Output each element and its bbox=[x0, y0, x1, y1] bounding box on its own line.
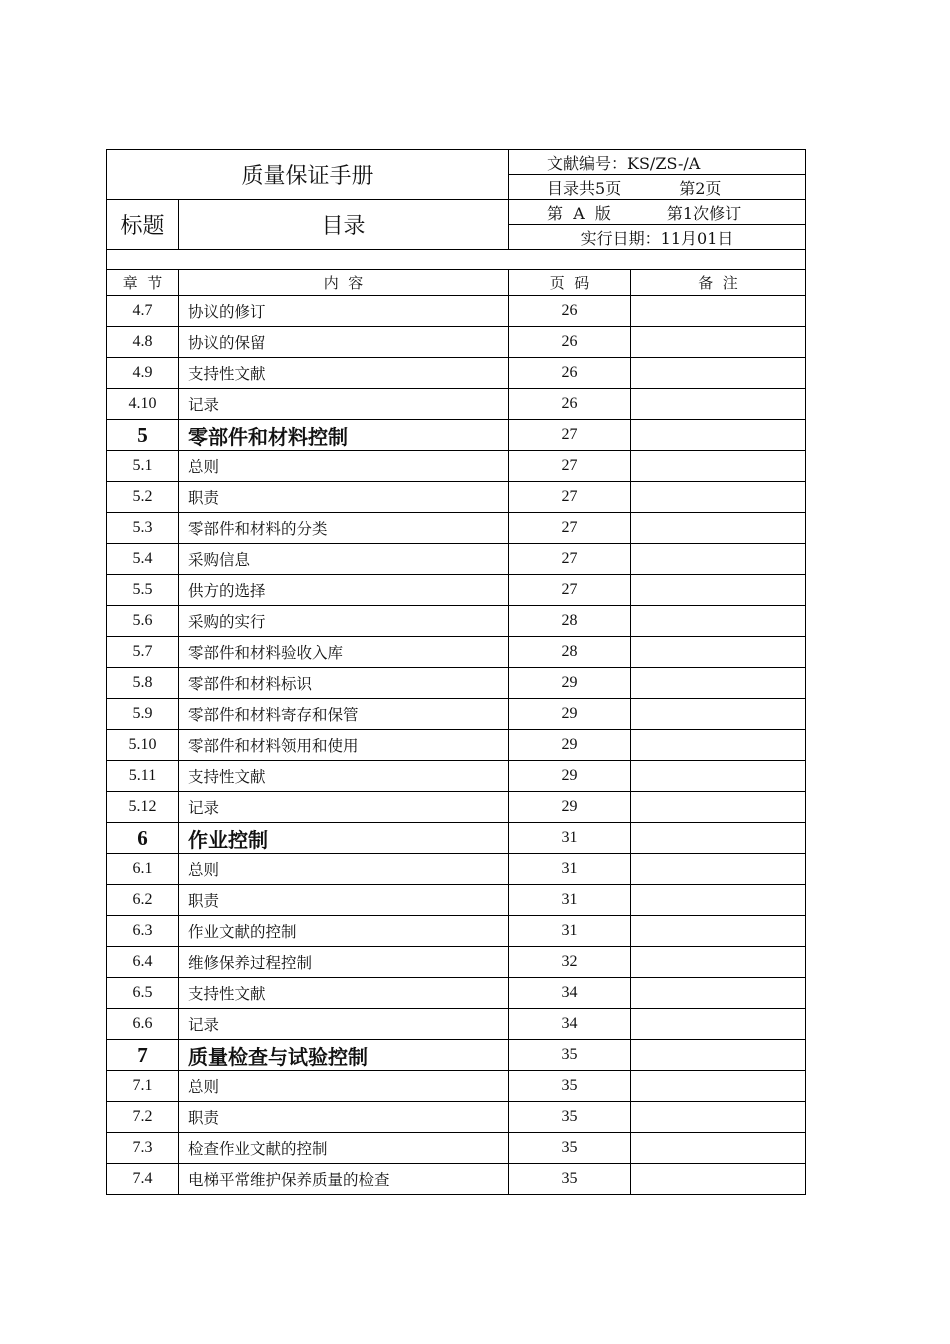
page-number-cell: 27 bbox=[509, 482, 631, 513]
remark-cell bbox=[631, 730, 806, 761]
remark-cell bbox=[631, 947, 806, 978]
remark-cell bbox=[631, 761, 806, 792]
remark-cell bbox=[631, 1164, 806, 1195]
title-label: 标题 bbox=[107, 200, 179, 250]
edition-info bbox=[509, 200, 806, 225]
page-number-cell: 26 bbox=[509, 296, 631, 327]
section-title: 维修保养过程控制 bbox=[179, 947, 509, 978]
page-number-cell: 31 bbox=[509, 823, 631, 854]
section-number: 5.7 bbox=[107, 637, 179, 668]
section-number: 4.8 bbox=[107, 327, 179, 358]
chapter-row bbox=[107, 823, 806, 854]
section-number: 6.5 bbox=[107, 978, 179, 1009]
remark-cell bbox=[631, 637, 806, 668]
table-row bbox=[107, 1009, 806, 1040]
remark-cell bbox=[631, 389, 806, 420]
section-number: 4.7 bbox=[107, 296, 179, 327]
section-number: 7.1 bbox=[107, 1071, 179, 1102]
page-number-cell: 26 bbox=[509, 327, 631, 358]
table-row bbox=[107, 916, 806, 947]
table-row bbox=[107, 296, 806, 327]
section-title: 记录 bbox=[179, 1009, 509, 1040]
page-info bbox=[509, 175, 806, 200]
section-number: 6.4 bbox=[107, 947, 179, 978]
page-number-cell: 35 bbox=[509, 1133, 631, 1164]
effective-date: 实行日期：11月01日 bbox=[509, 225, 806, 250]
section-number: 4.9 bbox=[107, 358, 179, 389]
page-number-cell: 34 bbox=[509, 978, 631, 1009]
table-row bbox=[107, 327, 806, 358]
chapter-row bbox=[107, 1040, 806, 1071]
page-number-cell: 27 bbox=[509, 575, 631, 606]
section-number: 5.5 bbox=[107, 575, 179, 606]
section-title: 支持性文献 bbox=[179, 358, 509, 389]
page-number-cell: 35 bbox=[509, 1071, 631, 1102]
section-title: 采购信息 bbox=[179, 544, 509, 575]
page-number-cell: 29 bbox=[509, 699, 631, 730]
document-page bbox=[106, 149, 805, 1195]
section-title: 零部件和材料领用和使用 bbox=[179, 730, 509, 761]
page-number-cell: 27 bbox=[509, 420, 631, 451]
remark-cell bbox=[631, 482, 806, 513]
page-number-cell: 31 bbox=[509, 916, 631, 947]
section-title: 记录 bbox=[179, 389, 509, 420]
section-title: 协议的保留 bbox=[179, 327, 509, 358]
remark-cell bbox=[631, 1040, 806, 1071]
section-title: 总则 bbox=[179, 1071, 509, 1102]
section-title: 总则 bbox=[179, 451, 509, 482]
col-header-page: 页 码 bbox=[509, 270, 631, 296]
table-row bbox=[107, 513, 806, 544]
section-title: 作业文献的控制 bbox=[179, 916, 509, 947]
section-number: 6.2 bbox=[107, 885, 179, 916]
section-number: 5 bbox=[107, 420, 179, 451]
table-row bbox=[107, 389, 806, 420]
remark-cell bbox=[631, 575, 806, 606]
page-number-cell: 27 bbox=[509, 544, 631, 575]
section-number: 5.12 bbox=[107, 792, 179, 823]
section-number: 5.6 bbox=[107, 606, 179, 637]
section-number: 6 bbox=[107, 823, 179, 854]
section-number: 7.4 bbox=[107, 1164, 179, 1195]
section-number: 5.4 bbox=[107, 544, 179, 575]
table-row bbox=[107, 854, 806, 885]
doc-number: 文献编号：KS/ZS-/A bbox=[509, 150, 806, 175]
section-title: 采购的实行 bbox=[179, 606, 509, 637]
toc-total-pages: 目录共5页 bbox=[547, 178, 622, 198]
table-row bbox=[107, 1133, 806, 1164]
remark-cell bbox=[631, 854, 806, 885]
table-row bbox=[107, 885, 806, 916]
remark-cell bbox=[631, 1133, 806, 1164]
page-number-cell: 29 bbox=[509, 668, 631, 699]
col-header-remark: 备 注 bbox=[631, 270, 806, 296]
remark-cell bbox=[631, 823, 806, 854]
manual-title: 质量保证手册 bbox=[107, 150, 509, 200]
remark-cell bbox=[631, 327, 806, 358]
table-row bbox=[107, 358, 806, 389]
page-number-cell: 26 bbox=[509, 358, 631, 389]
section-title: 检查作业文献的控制 bbox=[179, 1133, 509, 1164]
section-title: 协议的修订 bbox=[179, 296, 509, 327]
section-number: 6.1 bbox=[107, 854, 179, 885]
page-number-cell: 35 bbox=[509, 1164, 631, 1195]
remark-cell bbox=[631, 513, 806, 544]
column-header-row bbox=[107, 270, 806, 296]
page-number-cell: 29 bbox=[509, 792, 631, 823]
remark-cell bbox=[631, 885, 806, 916]
page-number-cell: 31 bbox=[509, 885, 631, 916]
table-row bbox=[107, 575, 806, 606]
table-row bbox=[107, 606, 806, 637]
section-number: 5.8 bbox=[107, 668, 179, 699]
table-row bbox=[107, 761, 806, 792]
remark-cell bbox=[631, 668, 806, 699]
col-header-section: 章 节 bbox=[107, 270, 179, 296]
section-title: 零部件和材料控制 bbox=[179, 420, 509, 451]
table-row bbox=[107, 792, 806, 823]
table-row bbox=[107, 730, 806, 761]
spacer-cell bbox=[107, 250, 806, 270]
remark-cell bbox=[631, 358, 806, 389]
section-title: 供方的选择 bbox=[179, 575, 509, 606]
page-number-cell: 31 bbox=[509, 854, 631, 885]
remark-cell bbox=[631, 1102, 806, 1133]
section-title: 职责 bbox=[179, 482, 509, 513]
remark-cell bbox=[631, 978, 806, 1009]
table-row bbox=[107, 699, 806, 730]
section-number: 5.1 bbox=[107, 451, 179, 482]
table-row bbox=[107, 544, 806, 575]
table-row bbox=[107, 482, 806, 513]
toc-heading: 目录 bbox=[179, 200, 509, 250]
page-number-cell: 32 bbox=[509, 947, 631, 978]
section-title: 记录 bbox=[179, 792, 509, 823]
page-number-cell: 28 bbox=[509, 637, 631, 668]
section-title: 质量检查与试验控制 bbox=[179, 1040, 509, 1071]
chapter-row bbox=[107, 420, 806, 451]
section-title: 零部件和材料寄存和保管 bbox=[179, 699, 509, 730]
section-title: 支持性文献 bbox=[179, 978, 509, 1009]
remark-cell bbox=[631, 420, 806, 451]
section-title: 零部件和材料标识 bbox=[179, 668, 509, 699]
table-row bbox=[107, 1164, 806, 1195]
remark-cell bbox=[631, 916, 806, 947]
section-number: 4.10 bbox=[107, 389, 179, 420]
section-number: 5.3 bbox=[107, 513, 179, 544]
section-number: 6.6 bbox=[107, 1009, 179, 1040]
section-number: 6.3 bbox=[107, 916, 179, 947]
remark-cell bbox=[631, 699, 806, 730]
page-number: 第2页 bbox=[679, 178, 722, 198]
col-header-content: 内 容 bbox=[179, 270, 509, 296]
section-title: 零部件和材料的分类 bbox=[179, 513, 509, 544]
spacer-row bbox=[107, 250, 806, 270]
page-number-cell: 27 bbox=[509, 451, 631, 482]
remark-cell bbox=[631, 296, 806, 327]
section-number: 5.9 bbox=[107, 699, 179, 730]
table-row bbox=[107, 451, 806, 482]
section-number: 5.2 bbox=[107, 482, 179, 513]
remark-cell bbox=[631, 606, 806, 637]
section-number: 7 bbox=[107, 1040, 179, 1071]
table-row bbox=[107, 637, 806, 668]
section-number: 7.3 bbox=[107, 1133, 179, 1164]
page-number-cell: 35 bbox=[509, 1040, 631, 1071]
section-number: 7.2 bbox=[107, 1102, 179, 1133]
table-row bbox=[107, 1102, 806, 1133]
section-title: 支持性文献 bbox=[179, 761, 509, 792]
section-number: 5.10 bbox=[107, 730, 179, 761]
table-row bbox=[107, 668, 806, 699]
page-number-cell: 27 bbox=[509, 513, 631, 544]
section-title: 作业控制 bbox=[179, 823, 509, 854]
table-row bbox=[107, 978, 806, 1009]
page-number-cell: 35 bbox=[509, 1102, 631, 1133]
section-title: 职责 bbox=[179, 1102, 509, 1133]
edition: 第 A 版 bbox=[547, 203, 611, 223]
page-number-cell: 26 bbox=[509, 389, 631, 420]
remark-cell bbox=[631, 544, 806, 575]
remark-cell bbox=[631, 451, 806, 482]
page-number-cell: 29 bbox=[509, 730, 631, 761]
section-number: 5.11 bbox=[107, 761, 179, 792]
page-number-cell: 34 bbox=[509, 1009, 631, 1040]
section-title: 零部件和材料验收入库 bbox=[179, 637, 509, 668]
page-number-cell: 29 bbox=[509, 761, 631, 792]
toc-table bbox=[106, 149, 806, 1195]
section-title: 职责 bbox=[179, 885, 509, 916]
table-row bbox=[107, 1071, 806, 1102]
section-title: 电梯平常维护保养质量的检查 bbox=[179, 1164, 509, 1195]
remark-cell bbox=[631, 792, 806, 823]
table-row bbox=[107, 947, 806, 978]
remark-cell bbox=[631, 1071, 806, 1102]
page-number-cell: 28 bbox=[509, 606, 631, 637]
remark-cell bbox=[631, 1009, 806, 1040]
section-title: 总则 bbox=[179, 854, 509, 885]
revision: 第1次修订 bbox=[666, 203, 742, 223]
